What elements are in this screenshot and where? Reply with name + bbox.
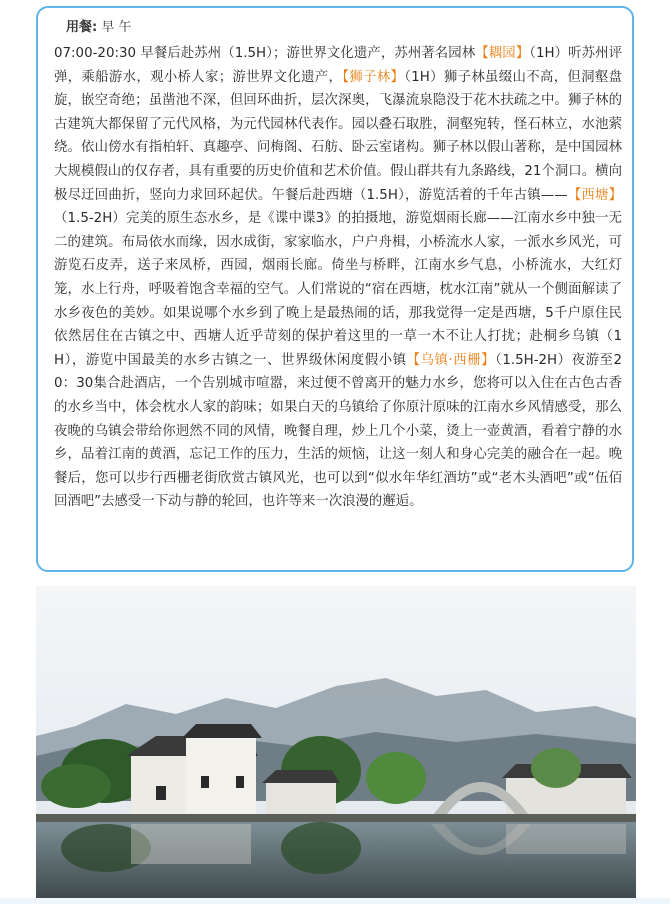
highlight-wuzhen-xizha: 【乌镇·西栅】	[406, 352, 496, 368]
highlight-ouyuan: 【耦园】	[475, 46, 530, 61]
meal-value: 早 午	[101, 20, 132, 35]
meal-info	[66, 16, 131, 35]
description-part-5: （1.5H-2H）夜游至20：30集合赴酒店，一个告别城市喧嚣，来过便不曾离开的魅力水乡，您将可以入住在古色古香的水乡当中，体会枕水人家的韵味；如果白天的乌镇给了你原汁原味的江南水乡风情感受，那么夜晚的乌镇会带给你迥然不同的风情，晚餐自理，炒上几个小菜，烫上一壶黄酒，看着宁静的水乡，品着江南的黄酒，忘记工作的压力，生活的烦恼，让这一刻人和身心完美的融合在一起。晚餐后，您可以步行西栅老街欣赏古镇风光，也可以到“似水年华红酒坊”或“老木头酒吧”或“伍佰回酒吧”去感受一下动与静的轮回，也许等来一次浪漫的邂逅。	[54, 352, 622, 510]
highlight-xitang: 【西塘】	[567, 187, 622, 203]
description-part-2: （1H）听苏州评弹，乘船游水，观小桥人家；游世界文化遗产，	[54, 46, 622, 85]
water-town-illustration	[36, 586, 636, 898]
itinerary-card	[36, 6, 634, 572]
description-part-4: （1.5-2H）完美的原生态水乡，是《谍中谍3》的拍摄地，游览烟雨长廊——江南水乡中独一无二的建筑。布局依水而缘，因水成街，家家临水，户户舟楫，小桥流水人家，一派水乡风光，可游览石皮弄，送子来凤桥，西园，烟雨长廊。倚坐与桥畔，江南水乡气息，小桥流水，大红灯笼，水上行舟，呼吸着饱含幸福的空气。人们常说的“宿在西塘，枕水江南”就从一个侧面解读了水乡夜色的美妙。如果说哪个水乡到了晚上是最热闹的话，那我觉得一定是西塘，5千户原住民依然居住在古镇之中、西塘人近乎苛刻的保护着这里的一草一木不让人打扰；赴桐乡乌镇（1H），游览中国最美的水乡古镇之一、世界级休闲度假小镇	[54, 211, 622, 368]
itinerary-description	[54, 42, 622, 514]
water-town-photo	[36, 586, 636, 898]
meal-label: 用餐:	[66, 20, 98, 35]
bottom-strip	[0, 898, 670, 904]
description-part-1: 07:00-20:30 早餐后赴苏州（1.5H）；游世界文化遗产，苏州著名园林	[54, 46, 476, 61]
description-part-3: （1H）狮子林虽缀山不高，但洞壑盘旋，嵌空奇绝；虽凿池不深，但回环曲折，层次深奥，飞瀑流泉隐没于花木扶疏之中。狮子林的古建筑大都保留了元代风格，为元代园林代表作。园以叠石取胜，洞壑宛转，怪石林立，水池萦绕。依山傍水有指柏轩、真趣亭、问梅阁、石舫、卧云室诸构。狮子林以假山著称，是中国园林大规模假山的仅存者，具有重要的历史价值和艺术价值。假山群共有九条路线，21个洞口。横向极尽迂回曲折，竖向力求回环起伏。午餐后赴西塘（1.5H），游览活着的千年古镇——	[54, 69, 622, 203]
highlight-shizilin: 【狮子林】	[342, 69, 405, 85]
